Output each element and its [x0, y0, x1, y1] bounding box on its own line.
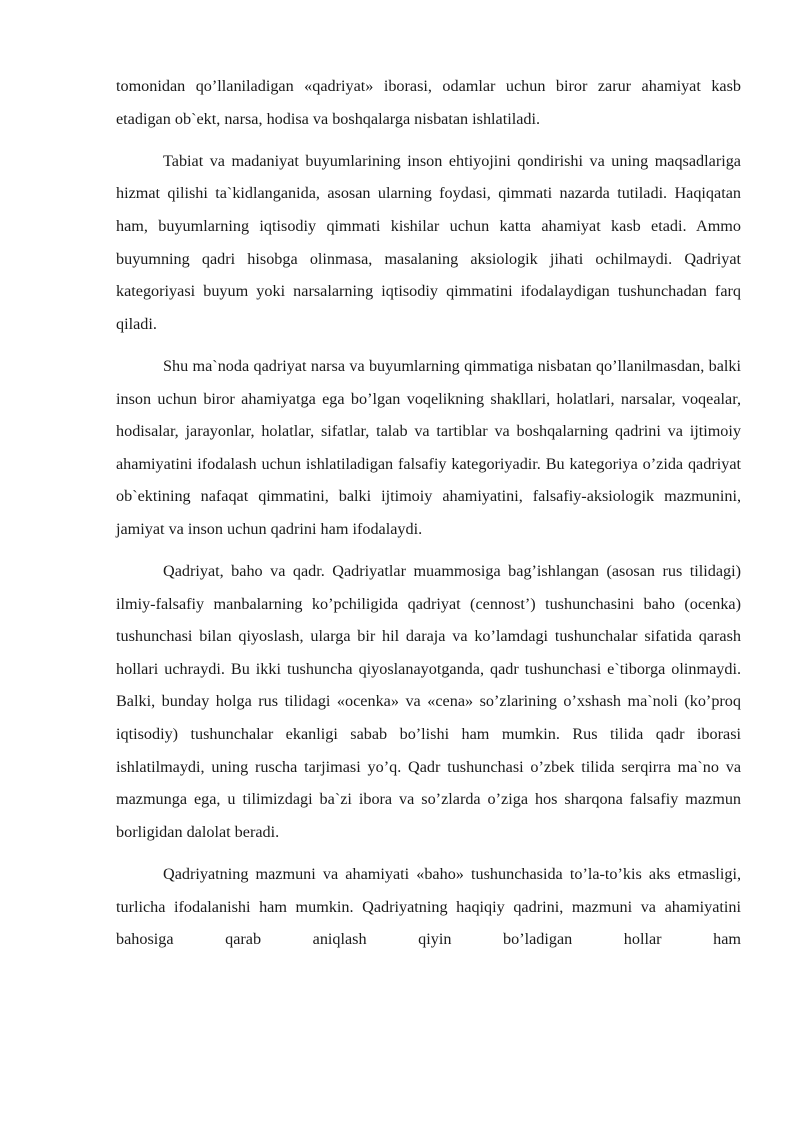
paragraph-1: tomonidan qo’llaniladigan «qadriyat» iborasi, odamlar uchun biror zarur ahamiyat kasb etadigan ob`ekt, narsa, hodisa va boshqalarga nisbatan ishlatiladi.	[116, 77, 741, 128]
paragraph-3: Shu ma`noda qadriyat narsa va buyumlarning qimmatiga nisbatan qo’llanilmasdan, balki inson uchun biror ahamiyatga ega bo’lgan voqelikning shakllari, holatlari, narsalar, voqealar, hodisalar, jarayonlar, holatlar, sifatlar, talab va tartiblar va boshqalarning qadrini va ijtimoiy ahamiyatini ifodalash uchun ishlatiladigan falsafiy kategoriyadir. Bu kategoriya o’zida qadriyat ob`ektining nafaqat qimmatini, balki ijtimoiy ahamiyatini, falsafiy-aksiologik mazmunini, jamiyat va inson uchun qadrini ham ifodalaydi.	[116, 356, 741, 538]
paragraph-5: Qadriyatning mazmuni va ahamiyati «baho» tushunchasida to’la-to’kis aks etmasligi, turlicha ifodalanishi ham mumkin. Qadriyatning haqiqiy qadrini, mazmuni va ahamiyatini bahosiga qarab aniqlash qiyin bo’ladigan hollar ham	[116, 865, 741, 949]
paragraph-2: Tabiat va madaniyat buyumlarining inson ehtiyojini qondirishi va uning maqsadlariga hizmat qilishi ta`kidlanganida, asosan ularning foydasi, qimmati nazarda tutiladi. Haqiqatan ham, buyumlarning iqtisodiy qimmati kishilar uchun katta ahamiyat kasb etadi. Ammo buyumning qadri hisobga olinmasa, masalaning aksiologik jihati ochilmaydi. Qadriyat kategoriyasi buyum yoki narsalarning iqtisodiy qimmatini ifodalaydigan tushunchadan farq qiladi.	[116, 151, 741, 333]
paragraph-4: Qadriyat, baho va qadr. Qadriyatlar muammosiga bag’ishlangan (asosan rus tilidagi) ilmiy-falsafiy manbalarning ko’pchiligida qadriyat (cennost’) tushunchasini baho (ocenka) tushunchasi bilan qiyoslash, ularga bir hil daraja va ko’lamdagi tushunchalar sifatida qarash hollari uchraydi. Bu ikki tushuncha qiyoslanayotganda, qadr tushunchasi e`tiborga olinmaydi. Balki, bunday holga rus tilidagi «ocenka» va «cena» so’zlarining o’xshash ma`noli (ko’proq iqtisodiy) tushunchalar ekanligi sabab bo’lishi ham mumkin. Rus tilida qadr iborasi ishlatilmaydi, uning ruscha tarjimasi yo’q. Qadr tushunchasi o’zbek tilida serqirra ma`no va mazmunga ega, u tilimizdagi ba`zi ibora va so’zlarda o’ziga hos sharqona falsafiy mazmun borligidan dalolat beradi.	[116, 562, 741, 841]
body-text	[116, 70, 741, 965]
